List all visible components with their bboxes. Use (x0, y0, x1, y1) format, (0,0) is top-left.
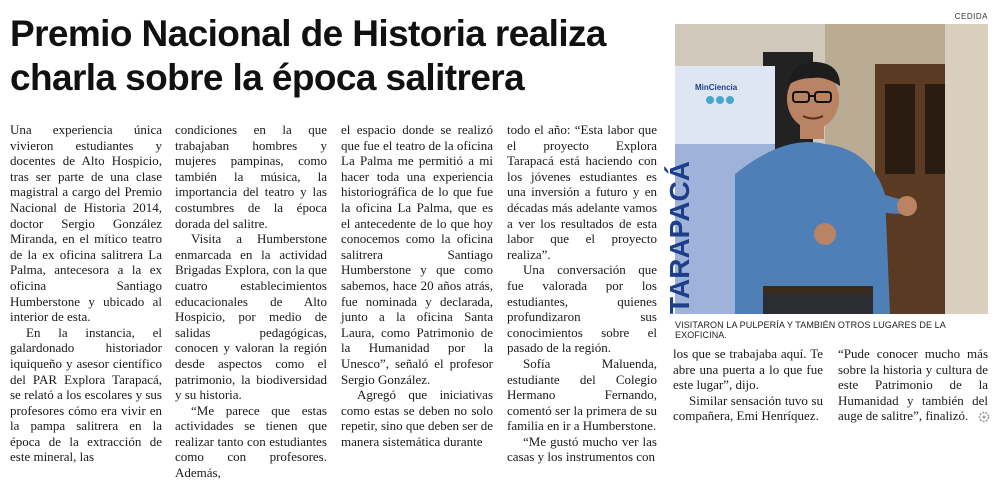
paragraph: todo el año: “Esta labor que el proyecto Explora Tarapacá está haciendo con los jóvenes estudiantes es una inversión a futuro y en décadas más adelante vamos a ver los resultados de esta labor que el proyecto realiza”. (507, 122, 657, 262)
paragraph: Sofía Maluenda, estudiante del Colegio Hermano Fernando, comentó ser la primera de su familia en ir a Humberstone. (507, 355, 657, 434)
paragraph: Agregó que iniciativas como estas se deben no solo repetir, sino que deben ser de manera sistemática durante (341, 387, 493, 449)
paragraph: el espacio donde se realizó que fue el teatro de la oficina La Palma me permitió a mi hacer toda una experiencia historiográfica de lo que fue la oficina La Palma, que es el antecedente de lo que hoy conocemos como la oficina salitrera Santiago Humberstone y que como sabemos, hace 20 años atrás, fue nominada y declarada, junto a la oficina Santa Laura, como Patrimonio de la Humanidad por la Unesco”, señaló el profesor Sergio González. (341, 122, 493, 387)
paragraph: Una experiencia única vivieron estudiantes y docentes de Alto Hospicio, tras ser parte de una clase magistral a cargo del Premio Nacional de Historia 2014, doctor Sergio González Miranda, en el mítico teatro de la ex oficina salitrera La Palma, antecesora a la ex oficina Santiago Humberstone y ubicado al interior de esta. (10, 122, 162, 325)
article-column-3 (341, 122, 493, 449)
paragraph: condiciones en la que trabajaban hombres y mujeres pampinas, como también la música, la importancia del teatro y las costumbres de la época dorada del salitre. (175, 122, 327, 231)
banner-logo: MinCiencia (695, 83, 738, 92)
article-column-5 (673, 346, 823, 424)
paragraph: “Me parece que estas actividades se tienen que realizar tanto con estudiantes como con profesores. Además, (175, 402, 327, 481)
photo-caption: VISITARON LA PULPERÍA Y TAMBIÉN OTROS LUGARES DE LA EXOFICINA. (675, 320, 946, 340)
article-column-6 (838, 346, 988, 424)
paragraph: “Me gustó mucho ver las casas y los instrumentos con (507, 433, 657, 465)
gear-icon (978, 411, 990, 423)
banner-text: TARAPACÁ (664, 161, 695, 314)
article-column-2 (175, 122, 327, 481)
article-column-4 (507, 122, 657, 465)
article-column-1 (10, 122, 162, 465)
paragraph: Visita a Humberstone enmarcada en la actividad Brigadas Explora, con la que cuatro establecimientos educacionales de Alto Hospicio, por medio de salidas pedagógicas, conocen y valoran la región desde aspectos como el patrimonio, la biodiversidad y su historia. (175, 231, 327, 403)
paragraph: Similar sensación tuvo su compañera, Emi Henríquez. (673, 392, 823, 424)
photo-credit: CEDIDA (954, 12, 988, 21)
paragraph: Una conversación que fue valorada por los estudiantes, quienes profundizaron sus conocimientos sobre el pasado de la región. (507, 262, 657, 356)
paragraph: los que se trabajaba aquí. Te abre una puerta a lo que fue este lugar”, dijo. (673, 346, 823, 393)
article-photo (664, 24, 988, 314)
paragraph: “Pude conocer mucho más sobre la historia y cultura de este Patrimonio de la Humanidad y también del auge de salitre”, finalizó. (838, 346, 988, 424)
headline: Premio Nacional de Historia realiza charla sobre la época salitrera (10, 13, 606, 98)
paragraph: En la instancia, el galardonado historiador iquiqueño y asesor científico del PAR Explora Tarapacá, se relató a los escolares y sus profesores cómo era vivir en la pampa salitrera en la época de la extracción de este mineral, las (10, 324, 162, 465)
